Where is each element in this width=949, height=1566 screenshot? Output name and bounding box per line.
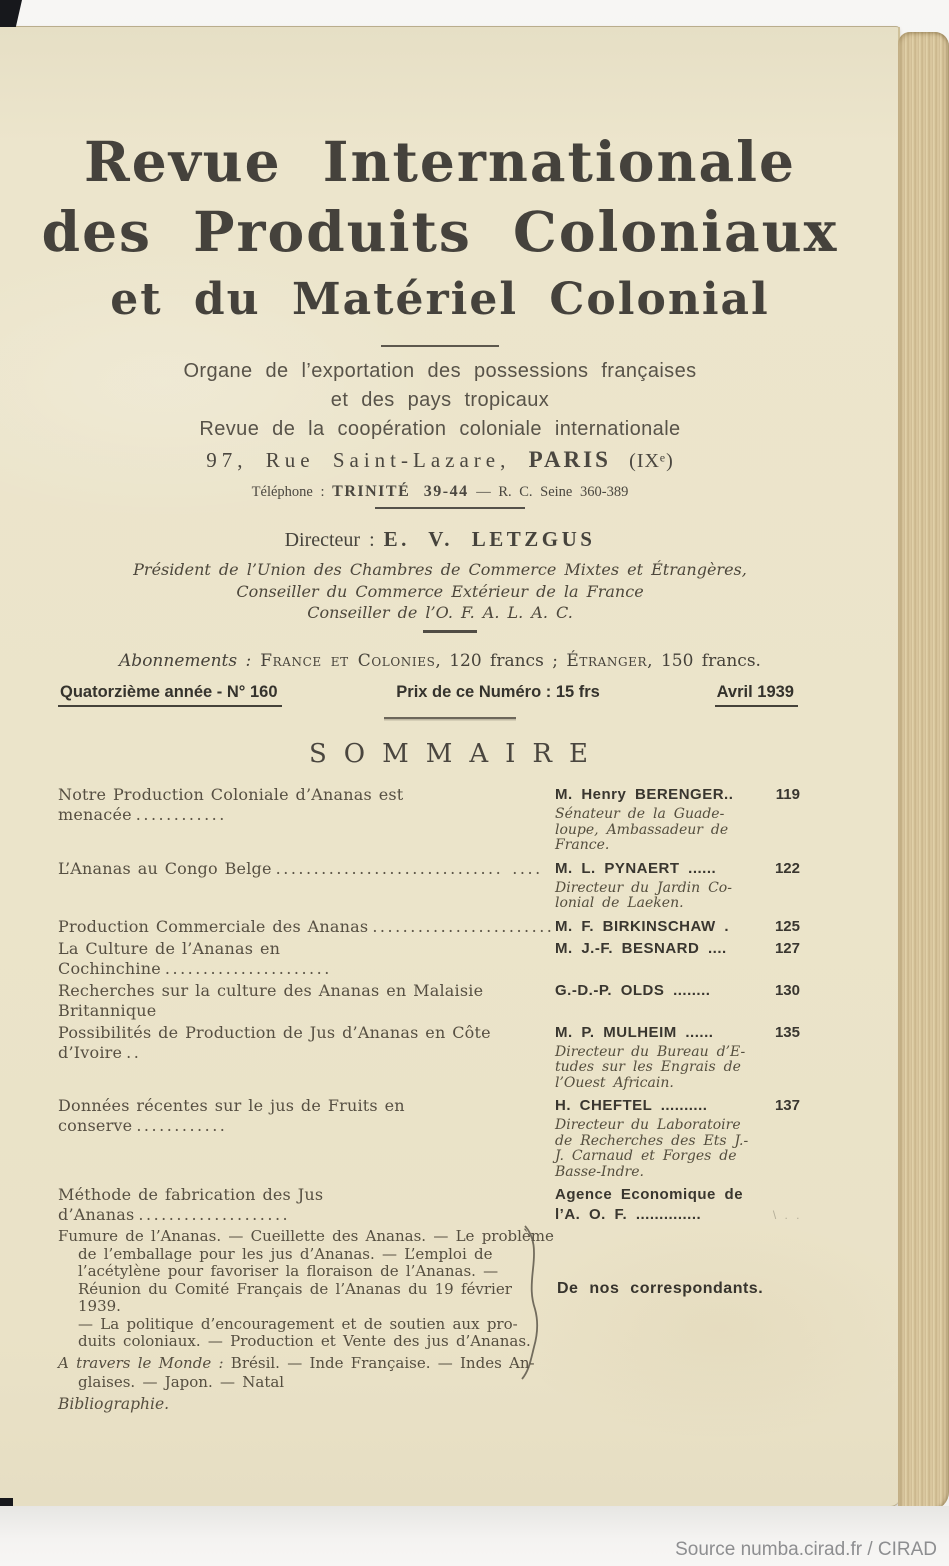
table-of-contents (58, 785, 800, 1413)
toc-page-number: 127 (774, 939, 800, 957)
grouping-brace (520, 1225, 544, 1381)
organ-line: et des pays tropicaux (330, 389, 550, 411)
dot-leader: .............................. .... (275, 858, 543, 878)
divider-rule (423, 630, 477, 633)
toc-note-line: Basse-Indre. (555, 1163, 644, 1180)
credential-line: Conseiller du Commerce Extérieur de la France (236, 581, 644, 601)
subscription-label: Abonnements : (119, 651, 252, 671)
toc-article-title (58, 1185, 555, 1225)
toc-note-line: Sénateur de la Guade- (555, 806, 725, 822)
toc-article-title (58, 785, 555, 854)
phone-number: TRINITÉ 39-44 (332, 483, 469, 500)
toc-article-title (58, 1096, 555, 1180)
organ-description (0, 357, 880, 444)
toc-author-note (555, 881, 757, 912)
toc-title-text: Méthode de fabrication des Jus d’Ananas (58, 1185, 324, 1224)
toc-author-line (555, 1023, 800, 1043)
toc-article-title (58, 939, 555, 979)
toc-row (58, 1023, 800, 1092)
toc-author-line (555, 1096, 800, 1116)
correspondents-label: De nos correspondants. (557, 1280, 764, 1297)
toc-author-name: Agence Economique de (555, 1186, 744, 1203)
organ-line: Organe de l’exportation des possessions françaises (183, 360, 697, 382)
toc-page-number: 122 (774, 859, 800, 877)
phone-label: Téléphone : (251, 484, 325, 500)
subscription-part: Étranger (566, 651, 648, 671)
topic-line: duits coloniaux. — Production et Vente des jus d’Ananas. (78, 1332, 531, 1350)
around-the-world-line (58, 1354, 558, 1392)
issue-edition: Quatorzième année - N° 160 (58, 683, 282, 707)
divider-rule (381, 345, 499, 347)
toc-author-cell (555, 917, 800, 937)
toc-note-line: J. Carnaud et Forges de (555, 1148, 737, 1164)
city: PARIS (528, 447, 611, 472)
toc-author-line (555, 859, 800, 879)
toc-note-line: Directeur du Bureau d’E- (555, 1043, 746, 1060)
toc-title-text: Données récentes sur le jus de Fruits en conserve (58, 1096, 405, 1135)
toc-author-name: M. P. MULHEIM ...... (555, 1023, 714, 1041)
toc-row (58, 939, 800, 979)
dot-leader: ............ (136, 1116, 228, 1135)
toc-page-number: 125 (774, 917, 800, 935)
topic-line: de l’emballage pour les jus d’Ananas. — L’emploi de (78, 1244, 493, 1263)
faint-pencil-mark: \ . . (772, 1208, 800, 1222)
divider-rule (384, 717, 516, 719)
toc-note-line: loupe, Ambassadeur de (555, 821, 729, 838)
toc-row (58, 859, 800, 912)
subscription-part: , 150 francs. (647, 651, 761, 671)
toc-title-text: L’Ananas au Congo Belge (58, 858, 272, 878)
toc-article-title (58, 917, 555, 937)
toc-title-text: Recherches sur la culture des Ananas en Malaisie Britannique (58, 980, 484, 1020)
toc-page-number: 119 (775, 786, 800, 803)
dot-leader: ........................ (372, 916, 555, 936)
subscription-part: , 120 francs ; (435, 651, 567, 671)
toc-author-cell (555, 939, 800, 979)
registry-number: — R. C. Seine 360-389 (476, 484, 629, 500)
toc-note-line: l’Ouest Africain. (555, 1074, 674, 1091)
dot-leader: .. (126, 1042, 142, 1062)
credential-line: Président de l’Union des Chambres de Commerce Mixtes et Étrangères, (133, 560, 747, 579)
issue-price: Prix de ce Numéro : 15 frs (396, 683, 600, 701)
toc-author-note (555, 807, 757, 854)
toc-row (58, 917, 800, 937)
toc-author-line (555, 1185, 800, 1205)
toc-title-text: Production Commerciale des Ananas (58, 916, 369, 936)
toc-author-name: l’A. O. F. .............. (555, 1206, 702, 1223)
source-caption: Source numba.cirad.fr / CIRAD (675, 1539, 937, 1560)
toc-title-text: La Culture de l’Ananas en Cochinchine (58, 938, 281, 978)
toc-author-name: M. J.-F. BESNARD .... (555, 939, 727, 957)
toc-author-note (555, 1118, 757, 1180)
toc-title-text: Possibilités de Production de Jus d’Ananas en Côte d’Ivoire (58, 1022, 491, 1062)
toc-author-name: M. L. PYNAERT ...... (555, 859, 717, 877)
dot-leader: ............ (135, 805, 227, 824)
organ-line: Revue de la coopération coloniale internationale (199, 418, 681, 440)
topic-line: Fumure de l’Ananas. — Cueillette des Ananas. — Le problème (58, 1227, 554, 1245)
bibliography-line: Bibliographie. (58, 1394, 170, 1413)
correspondents-topics (58, 1228, 558, 1351)
sommaire-heading: SOMMAIRE (309, 739, 605, 769)
toc-note-line: de Recherches des Ets J.- (555, 1132, 749, 1149)
subscription-line (0, 651, 880, 671)
toc-entries (58, 785, 800, 1225)
director-label: Directeur : (284, 529, 375, 551)
toc-note-line: France. (555, 837, 610, 853)
toc-author-line (555, 939, 800, 959)
toc-page-number: 130 (774, 981, 800, 999)
toc-page-number: 135 (774, 1023, 800, 1041)
phone-line (0, 483, 880, 501)
toc-author-note (555, 1045, 757, 1092)
scan-bottom-strip (0, 1506, 949, 1566)
toc-note-line: lonial de Laeken. (555, 895, 684, 911)
journal-title-line-1: Revue Internationale (84, 129, 796, 194)
toc-author-cell (555, 859, 800, 912)
toc-author-line (555, 917, 800, 937)
toc-author-name: G.-D.-P. OLDS ........ (555, 981, 711, 999)
masthead (0, 127, 880, 347)
journal-title-line-3: et du Matériel Colonial (110, 274, 770, 325)
toc-note-line: tudes sur les Engrais de (555, 1059, 741, 1075)
around-the-world-line-2: glaises. — Japon. — Natal (78, 1372, 285, 1391)
toc-note-line: Directeur du Laboratoire (555, 1117, 741, 1133)
director-name: E. V. LETZGUS (383, 527, 596, 551)
issue-date: Avril 1939 (715, 683, 798, 707)
toc-author-line (555, 981, 800, 1001)
toc-author-line (555, 785, 800, 805)
subscription-part: France et Colonies (251, 651, 436, 671)
topic-line: l’acétylène pour favoriser la floraison de l’Ananas. — (78, 1262, 499, 1280)
toc-author-cell (555, 1185, 800, 1225)
toc-author-cell (555, 981, 800, 1021)
divider-rule (375, 507, 525, 509)
toc-author-name: M. F. BIRKINSCHAW . (555, 917, 729, 935)
dot-leader: ...................... (164, 958, 332, 978)
correspondents-group (58, 1228, 800, 1413)
director-credentials (0, 559, 880, 624)
around-the-world-lead: A travers le Monde : (58, 1353, 224, 1372)
toc-row (58, 981, 800, 1021)
toc-author-line (555, 1205, 800, 1225)
toc-page-number: 137 (774, 1097, 800, 1114)
toc-article-title (58, 981, 555, 1021)
district: (IXᵉ) (629, 450, 674, 472)
journal-cover-page (0, 26, 900, 1507)
toc-author-cell (555, 785, 800, 854)
topic-line: Réunion du Comité Français de l’Ananas du 19 février 1939. (78, 1279, 512, 1315)
toc-author-cell (555, 1096, 800, 1180)
toc-row (58, 1185, 800, 1225)
toc-author-name: M. Henry BERENGER.. (555, 786, 734, 803)
toc-note-line: Directeur du Jardin Co- (555, 879, 732, 896)
book-page-edges (898, 32, 949, 1510)
street-address: 97, Rue Saint-Lazare, (206, 448, 511, 472)
director-line (0, 527, 880, 552)
toc-article-title (58, 1023, 555, 1092)
toc-article-title (58, 859, 555, 912)
journal-title-line-2: des Produits Coloniaux (41, 199, 839, 264)
publisher-address (0, 447, 880, 473)
around-the-world-rest: Brésil. — Inde Française. — Indes An- (223, 1353, 535, 1372)
toc-author-cell (555, 1023, 800, 1092)
credential-line: Conseiller de l’O. F. A. L. A. C. (307, 603, 573, 622)
topic-line: — La politique d’encouragement et de soutien aux pro- (78, 1314, 518, 1333)
dot-leader: .................... (138, 1205, 291, 1224)
toc-row (58, 1096, 800, 1180)
toc-row (58, 785, 800, 854)
issue-info-row (58, 683, 798, 707)
toc-author-name: H. CHEFTEL .......... (555, 1097, 708, 1114)
toc-title-text: Notre Production Coloniale d’Ananas est menacée (58, 785, 404, 824)
